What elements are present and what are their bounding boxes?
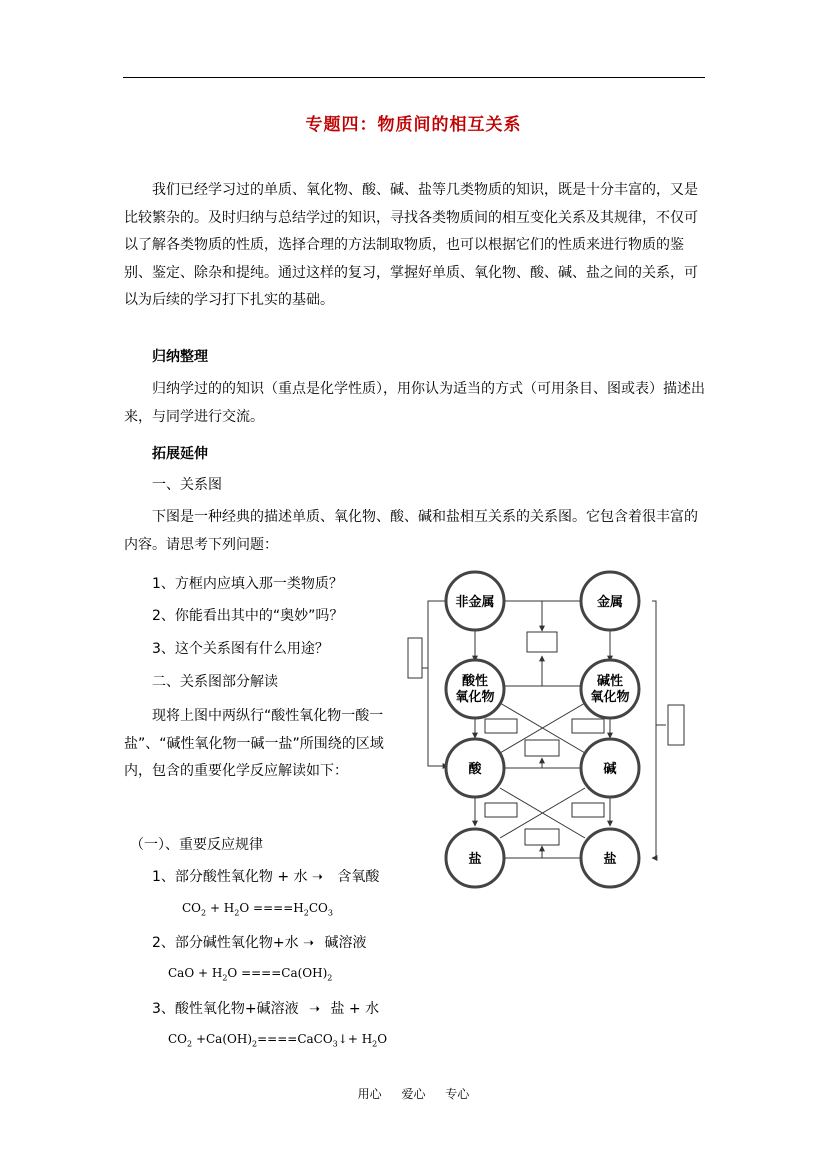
header-rule [123,77,705,78]
equation-3: $CO_2$ $+Ca(OH)_2====CaCO_3↓+ H_2O$ [168,1032,388,1049]
substance-relationship-diagram [400,568,700,898]
intro-paragraph: 我们已经学习过的单质、氧化物、酸、碱、盐等几类物质的知识，既是十分丰富的，又是比较繁杂的。及时归纳与总结学过的知识，寻找各类物质间的相互变化关系及其规律，不仅可以了解各类物质的性质，选择合理的方法制取物质，也可以根据它们的性质来进行物质的鉴别、鉴定、除杂和提纯。通过这样的复习，掌握好单质、氧化物、酸、碱、盐之间的关系，可以为后续的学习打下扎实的基础。 [124,182,698,308]
right-outer-line [652,601,656,858]
equation-2: CaO + $H_2O ====Ca(OH)_2$ [168,966,333,983]
rule-2 [152,932,366,952]
section-heading-extension: 拓展延伸 [152,446,208,462]
blank-box-left [408,638,422,678]
label-basic-oxide-2: 氧化物 [590,690,630,705]
label-acidic-oxide-1: 酸性 [461,674,489,689]
label-salt-left: 盐 [468,852,482,867]
question-1: 1、方框内应填入那一类物质？ [152,576,343,592]
label-acid: 酸 [468,762,482,777]
arrow-icon: ➝ [309,1002,320,1017]
question-3: 3、这个关系图有什么用途？ [152,641,329,657]
rule-2-suffix: 碱溶液 [324,935,367,951]
page-footer: 用心 爱心 专心 [357,1087,470,1101]
blank-box-right [668,705,684,745]
blank-box-acid-cross [485,803,517,817]
blank-box-salt-salt [525,829,559,845]
node-acidic-oxide [446,660,504,718]
rule-3-prefix: 3、酸性氧化物+碱溶液 [152,1001,299,1017]
diagram-intro-paragraph: 下图是一种经典的描述单质、氧化物、酸、碱和盐相互关系的关系图。它包含着很丰富的内容。请思考下列问题： [124,509,698,553]
page-title: 专题四：物质间的相互关系 [305,115,522,135]
rule-3 [152,998,379,1018]
blank-box-acid-base [525,740,559,756]
rule-1-suffix: 含氧酸 [337,869,380,885]
arrow-icon: ➝ [303,936,314,951]
blank-box-acidic-cross [485,719,517,733]
section-heading-summary: 归纳整理 [152,349,208,365]
summary-paragraph: 归纳学过的的知识（重点是化学性质），用你认为适当的方式（可用条目、图或表）描述出来，与同学进行交流。 [124,381,705,425]
subheading-reading: 二、关系图部分解读 [152,674,278,690]
rule-2-prefix: 2、部分碱性氧化物+水 [152,935,299,951]
rule-3-suffix: 盐 + 水 [330,1001,380,1017]
label-acidic-oxide-2: 氧化物 [455,690,495,705]
blank-box-top [527,632,557,652]
question-2: 2、你能看出其中的“奥妙”吗？ [152,608,344,624]
reading-paragraph: 现将上图中两纵行“酸性氧化物一酸一盐”、“碱性氧化物一碱一盐”所围绕的区域内，包含的重要化学反应解读如下： [124,708,384,779]
blank-box-basic-cross [572,719,604,733]
label-basic-oxide-1: 碱性 [596,674,624,689]
label-metal: 金属 [596,595,624,610]
rule-1-prefix: 1、部分酸性氧化物 + 水 [152,869,308,885]
label-nonmetal: 非金属 [455,595,495,610]
label-salt-right: 盐 [603,852,617,867]
equation-1: $CO_2 + H_2O ====H_2CO_3$ [182,901,333,918]
subheading-diagram: 一、关系图 [152,477,222,493]
rules-heading: （一）、重要反应规律 [130,837,263,853]
blank-box-base-cross [572,803,604,817]
node-basic-oxide [581,660,639,718]
label-base: 碱 [603,762,617,777]
rule-1 [152,866,379,886]
arrow-icon: ➝ [312,870,323,885]
